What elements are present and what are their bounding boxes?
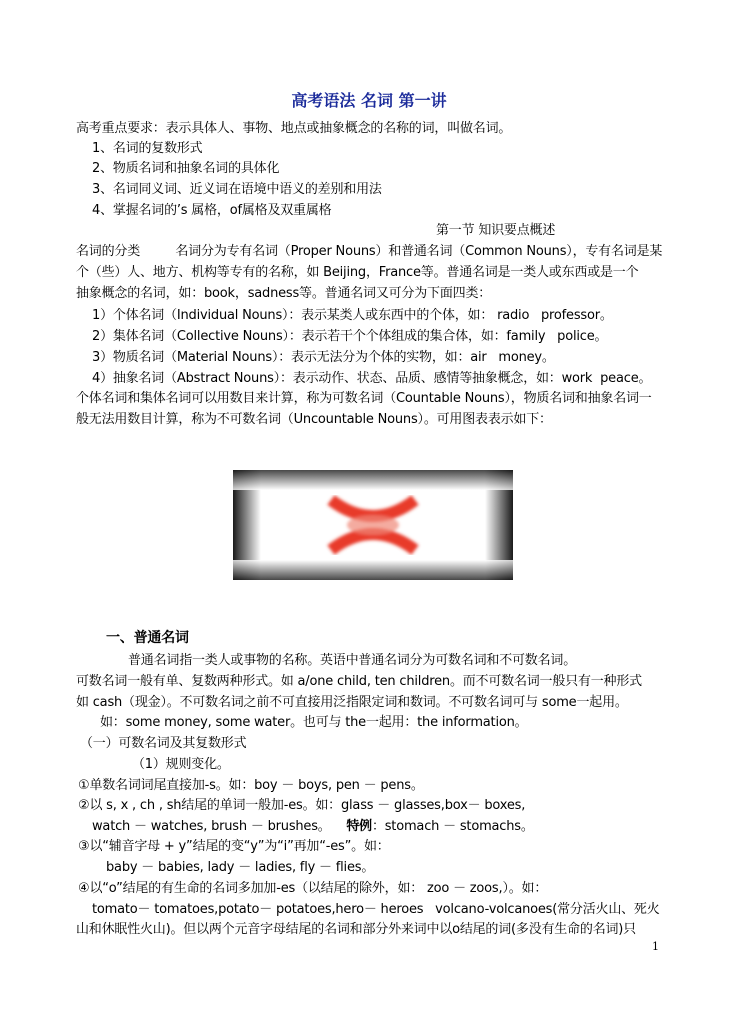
classification-line: 个（些）人、地方、机构等专有的名称，如 Beijing，France等。普通名词是一类人或东西或是一个: [76, 265, 639, 280]
noun-type-item: 1）个体名词（Individual Nouns）：表示某类人或东西中的个体，如： radio professor。: [92, 308, 613, 323]
body-line: 如：some money, some water。也可与 the一起用：the information。: [100, 715, 528, 730]
noun-type-item: 2）集体名词（Collective Nouns）：表示若干个个体组成的集合体，如：family police。: [92, 329, 608, 344]
page-number: 1: [652, 940, 659, 953]
body-line: 普通名词指一类人或事物的名称。英语中普通名词分为可数名词和不可数名词。: [128, 653, 577, 668]
rule-heading: （1）规则变化。: [132, 757, 230, 772]
rule-2-example-text: watch － watches, brush － brushes。: [92, 819, 347, 834]
noun-type-item: 3）物质名词（Material Nouns）：表示无法分为个体的实物，如：air money。: [92, 350, 555, 365]
broken-image-icon: [233, 470, 513, 580]
point-item: 1、名词的复数形式: [92, 141, 203, 156]
point-item: 3、名词同义词、近义词在语境中语义的差别和用法: [92, 182, 382, 197]
classification-line: 名词的分类 名词分为专有名词（Proper Nouns）和普通名词（Common Nouns），专有名词是某: [76, 244, 663, 259]
page-title: 高考语法 名词 第一讲: [291, 91, 447, 110]
section-heading: 第一节 知识要点概述: [436, 223, 556, 238]
body-line: 如 cash（现金）。不可数名词之前不可直接用泛指限定词和数词。不可数名词可与 some一起用。: [76, 695, 628, 710]
classification-line: 抽象概念的名词，如：book，sadness等。普通名词又可分为下面四类：: [76, 286, 492, 301]
point-item: 4、掌握名词的’s 属格，of属格及双重属格: [92, 203, 332, 218]
noun-type-item: 4）抽象名词（Abstract Nouns）：表示动作、状态、品质、感情等抽象概念，如：work peace。: [92, 371, 652, 386]
rule-2: ②以 s, x , ch , sh结尾的单词一般加-es。如：glass － glasses,box－ boxes,: [78, 798, 526, 813]
rule-3-example: baby － babies, lady － ladies, fly － flies。: [106, 860, 375, 875]
body-line: 可数名词一般有单、复数两种形式。如 a/one child, ten children。而不可数名词一般只有一种形式: [76, 674, 642, 689]
intro-text: 高考重点要求：表示具体人、事物、地点或抽象概念的名称的词，叫做名词。: [76, 121, 512, 136]
rule-4-example: 山和休眠性火山)。但以两个元音字母结尾的名词和部分外来词中以o结尾的词(多没有生命的名词)只: [76, 922, 636, 937]
special-case-label: 特例: [346, 819, 372, 834]
classification-line: 般无法用数目计算，称为不可数名词（Uncountable Nouns）。可用图表表示如下：: [76, 412, 552, 427]
common-noun-heading: 一、普通名词: [106, 630, 189, 646]
rule-3: ③以“辅音字母 + y”结尾的变“y”为“i”再加“-es”。如：: [78, 839, 390, 854]
rule-4: ④以“o”结尾的有生命的名词多加加-es（以结尾的除外，如： zoo － zoos,）。如：: [78, 881, 548, 896]
rule-1: ①单数名词词尾直接加-s。如：boy － boys, pen － pens。: [78, 778, 424, 793]
classification-line: 个体名词和集体名词可以用数目来计算，称为可数名词（Countable Nouns），物质名词和抽象名词一: [76, 391, 652, 406]
point-item: 2、物质名词和抽象名词的具体化: [92, 161, 280, 176]
subsection-heading: （一）可数名词及其复数形式: [80, 736, 247, 751]
special-case-text: ：stomach － stomachs。: [371, 819, 534, 834]
rule-4-example: tomato－ tomatoes,potato－ potatoes,hero－ heroes volcano-volcanoes(常分活火山、死火: [92, 902, 660, 917]
rule-2-example: [92, 818, 534, 836]
